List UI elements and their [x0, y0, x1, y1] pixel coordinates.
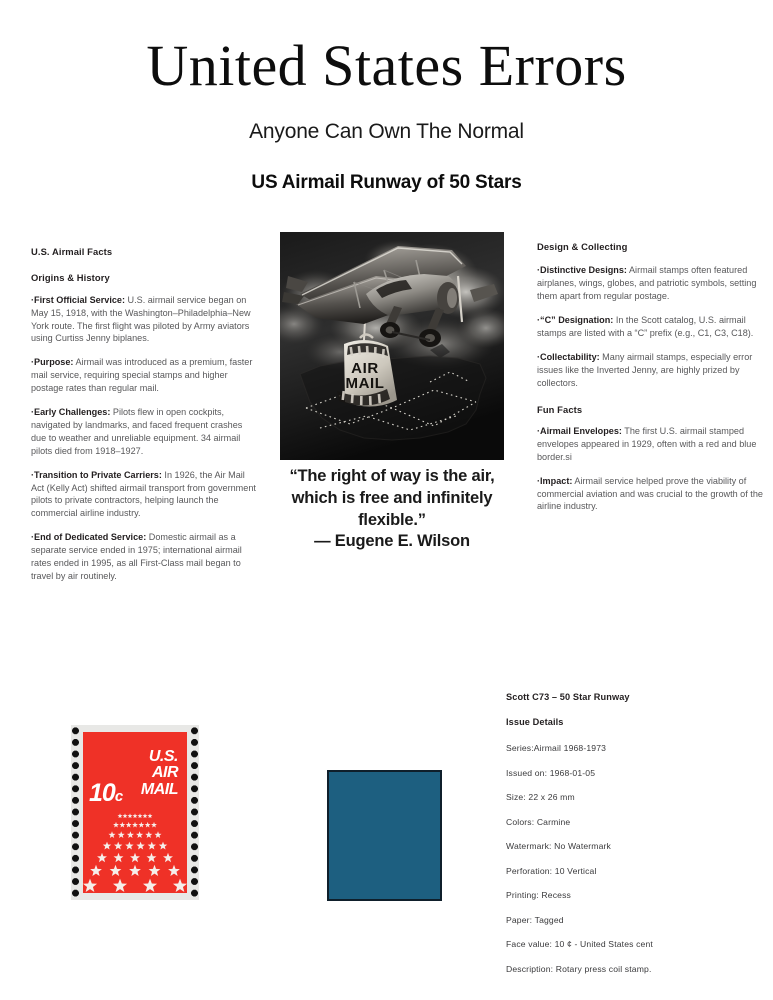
runway-star: [168, 865, 180, 876]
fun-fact-item: [537, 425, 763, 464]
runway-star: [145, 831, 152, 838]
stamp-perforation-right: [190, 725, 199, 900]
runway-star: [154, 831, 161, 838]
left-fact-label: Transition to Private Carriers:: [34, 469, 162, 480]
detail-row: [506, 792, 768, 802]
runway-star: [148, 842, 156, 850]
left-fact-item: [31, 356, 259, 395]
stamp-perforation-left: [71, 725, 80, 900]
detail-label: Paper:: [506, 914, 533, 925]
design-fact-label: Collectability:: [540, 351, 600, 362]
detail-row: [506, 768, 768, 778]
fun-fact-label: Airmail Envelopes:: [540, 425, 622, 436]
design-fact-item: [537, 264, 763, 303]
section-title: US Airmail Runway of 50 Stars: [251, 172, 522, 193]
runway-star: [159, 842, 167, 850]
design-collecting-list: [537, 264, 763, 389]
runway-star: [125, 842, 133, 850]
runway-star: [110, 865, 122, 876]
bullet-marker: ·: [537, 351, 541, 362]
detail-row: [506, 915, 768, 925]
left-column-subheading: Origins & History: [31, 272, 110, 284]
runway-star: [103, 842, 111, 850]
left-fact-item: [31, 294, 259, 346]
detail-row: [506, 841, 768, 851]
detail-value: 10 ¢ - United States cent: [552, 939, 653, 949]
left-text-column: [31, 245, 259, 594]
left-facts-list: [31, 294, 259, 583]
design-fact-label: Distinctive Designs:: [540, 265, 627, 276]
stamp-wordmark-line1: U.S.: [148, 748, 178, 765]
fun-facts-list: [537, 425, 763, 513]
left-fact-label: First Official Service:: [34, 294, 126, 305]
stamp-denomination-value: 10: [89, 779, 115, 807]
left-fact-item: [31, 531, 259, 583]
detail-label: Watermark:: [506, 841, 552, 851]
bullet-marker: ·: [537, 475, 541, 486]
left-fact-text: In 1926, the Air Mail Act (Kelly Act) shifted airmail transport from government pilots to private contractors, helping launch the commercial airline industry.: [31, 469, 256, 519]
runway-star: [138, 813, 143, 818]
detail-label: Face value:: [506, 939, 553, 949]
bullet-marker: ·: [31, 407, 35, 418]
runway-star: [113, 822, 119, 828]
runway-star: [173, 879, 187, 892]
airmail-stamp: [71, 725, 199, 900]
biplane-airmail-illustration: [280, 232, 504, 460]
runway-star: [132, 822, 138, 828]
detail-row: [506, 964, 768, 974]
design-fact-text: In the Scott catalog, U.S. airmail stamps are listed with a “C” prefix (e.g., C1, C3, C18).: [537, 315, 754, 338]
detail-value: Carmine: [534, 816, 571, 827]
runway-star: [90, 865, 102, 876]
runway-star: [163, 853, 173, 862]
stamp-denomination-unit: c: [114, 788, 123, 805]
runway-star: [136, 831, 143, 838]
runway-star: [145, 822, 151, 828]
stamp-design: [83, 732, 187, 893]
details-rows: [506, 743, 768, 974]
quote-text: “The right of way is the air, which is free and infinitely flexible.”: [289, 467, 495, 529]
design-fact-item: [537, 314, 763, 340]
detail-row: [506, 743, 768, 753]
fun-fact-item: [537, 475, 763, 514]
right-text-column: [537, 240, 763, 524]
detail-label: Colors:: [506, 816, 535, 827]
detail-value: 22 x 26 mm: [525, 792, 575, 802]
runway-star: [151, 822, 157, 828]
left-fact-text: Domestic airmail as a separate service ended in 1975; international airmail rates ended in 1995, as all First-Class mail began to travel by air routinely.: [31, 532, 242, 581]
runway-star: [148, 813, 153, 818]
left-fact-text: U.S. airmail service began on May 15, 1918, with the Washington–Philadelphia–New York route. The first flight was piloted by Army aviators using Curtiss Jenny biplanes.: [31, 294, 251, 344]
runway-star: [127, 831, 134, 838]
detail-value: Tagged: [532, 914, 564, 925]
left-fact-label: Purpose:: [34, 357, 74, 368]
stamp-wordmark-line3: MAIL: [140, 780, 178, 798]
fun-fact-label: Impact:: [540, 475, 573, 486]
runway-star: [118, 831, 125, 838]
runway-star: [114, 842, 122, 850]
detail-label: Series:: [506, 743, 534, 753]
detail-value: Recess: [538, 890, 571, 900]
left-fact-item: [31, 469, 259, 521]
runway-star: [147, 853, 157, 862]
runway-star: [108, 831, 115, 838]
runway-star: [130, 853, 140, 862]
runway-star: [143, 879, 157, 892]
runway-star: [83, 879, 97, 892]
runway-star: [138, 822, 144, 828]
runway-star: [123, 813, 128, 818]
biplane-illustration-svg: [280, 232, 504, 460]
detail-value: Airmail 1968-1973: [533, 743, 607, 753]
detail-row: [506, 939, 768, 949]
detail-value: No Watermark: [551, 841, 612, 851]
stamp-denomination: [89, 781, 122, 806]
right-column-heading: Design & Collecting: [537, 241, 628, 252]
runway-star: [97, 853, 107, 862]
design-fact-text: Many airmail stamps, especially error issues like the Inverted Jenny, are highly prized by collectors.: [537, 351, 753, 388]
detail-label: Size:: [506, 792, 526, 802]
runway-star: [126, 822, 132, 828]
page-title: United States Errors: [146, 33, 627, 98]
page-subtitle: Anyone Can Own The Normal: [249, 120, 524, 143]
detail-row: [506, 817, 768, 827]
runway-of-stars: [83, 806, 187, 893]
sack-label-air: AIR: [351, 360, 379, 377]
detail-value: 10 Vertical: [552, 865, 597, 876]
details-title: Scott C73 – 50 Star Runway: [506, 692, 630, 702]
left-fact-label: End of Dedicated Service:: [34, 532, 147, 543]
bullet-marker: ·: [537, 315, 541, 326]
runway-star: [113, 879, 127, 892]
design-fact-item: [537, 351, 763, 390]
detail-value: 1968-01-05: [547, 767, 596, 778]
detail-label: Perforation:: [506, 865, 553, 876]
sack-label-mail: MAIL: [345, 375, 385, 392]
runway-star: [118, 813, 123, 818]
stamp-wordmark-line2: AIR: [151, 764, 178, 782]
runway-star: [133, 813, 138, 818]
left-fact-label: Early Challenges:: [34, 407, 111, 418]
left-fact-text: Pilots flew in open cockpits, navigated by landmarks, and faced frequent crashes due to weather and unreliable equipment. 34 airmail pilots died from 1918–1927.: [31, 407, 243, 456]
bullet-marker: ·: [537, 265, 541, 276]
quote-attribution: — Eugene E. Wilson: [314, 532, 470, 551]
detail-label: Printing:: [506, 890, 539, 900]
bullet-marker: ·: [31, 294, 35, 305]
runway-star: [128, 813, 133, 818]
design-fact-text: Airmail stamps often featured airplanes, wings, globes, and patriotic symbols, setting them apart from regular postage.: [537, 265, 757, 302]
left-fact-item: [31, 406, 259, 458]
runway-star: [149, 865, 161, 876]
bullet-marker: ·: [537, 425, 541, 436]
fun-facts-heading: Fun Facts: [537, 403, 583, 415]
left-column-heading: U.S. Airmail Facts: [31, 246, 113, 257]
left-fact-text: Airmail was introduced as a premium, faster mail service, requiring special stamps and higher postage rates than regular mail.: [31, 357, 253, 394]
stamp-wordmark: [141, 749, 178, 798]
bullet-marker: ·: [31, 469, 35, 480]
fun-fact-text: The first U.S. airmail stamped envelopes appeared in 1929, often with a red and blue border.si: [537, 425, 757, 462]
issue-details-panel: [506, 692, 768, 988]
fun-fact-text: Airmail service helped prove the viability of commercial aviation and was crucial to the growth of the airline industry.: [537, 475, 763, 512]
bullet-marker: ·: [31, 532, 35, 543]
design-fact-label: “C” Designation:: [540, 315, 614, 326]
detail-value: Rotary press coil stamp.: [553, 963, 652, 974]
runway-star: [136, 842, 144, 850]
runway-star: [129, 865, 141, 876]
details-subtitle: Issue Details: [506, 717, 564, 727]
quote-block: [268, 466, 516, 553]
runway-star: [119, 822, 125, 828]
bullet-marker: ·: [31, 357, 35, 368]
runway-star: [143, 813, 148, 818]
detail-row: [506, 866, 768, 876]
detail-row: [506, 890, 768, 900]
blue-color-block: [327, 770, 442, 901]
detail-label: Description:: [506, 963, 554, 974]
runway-star: [114, 853, 124, 862]
detail-label: Issued on:: [506, 767, 548, 778]
